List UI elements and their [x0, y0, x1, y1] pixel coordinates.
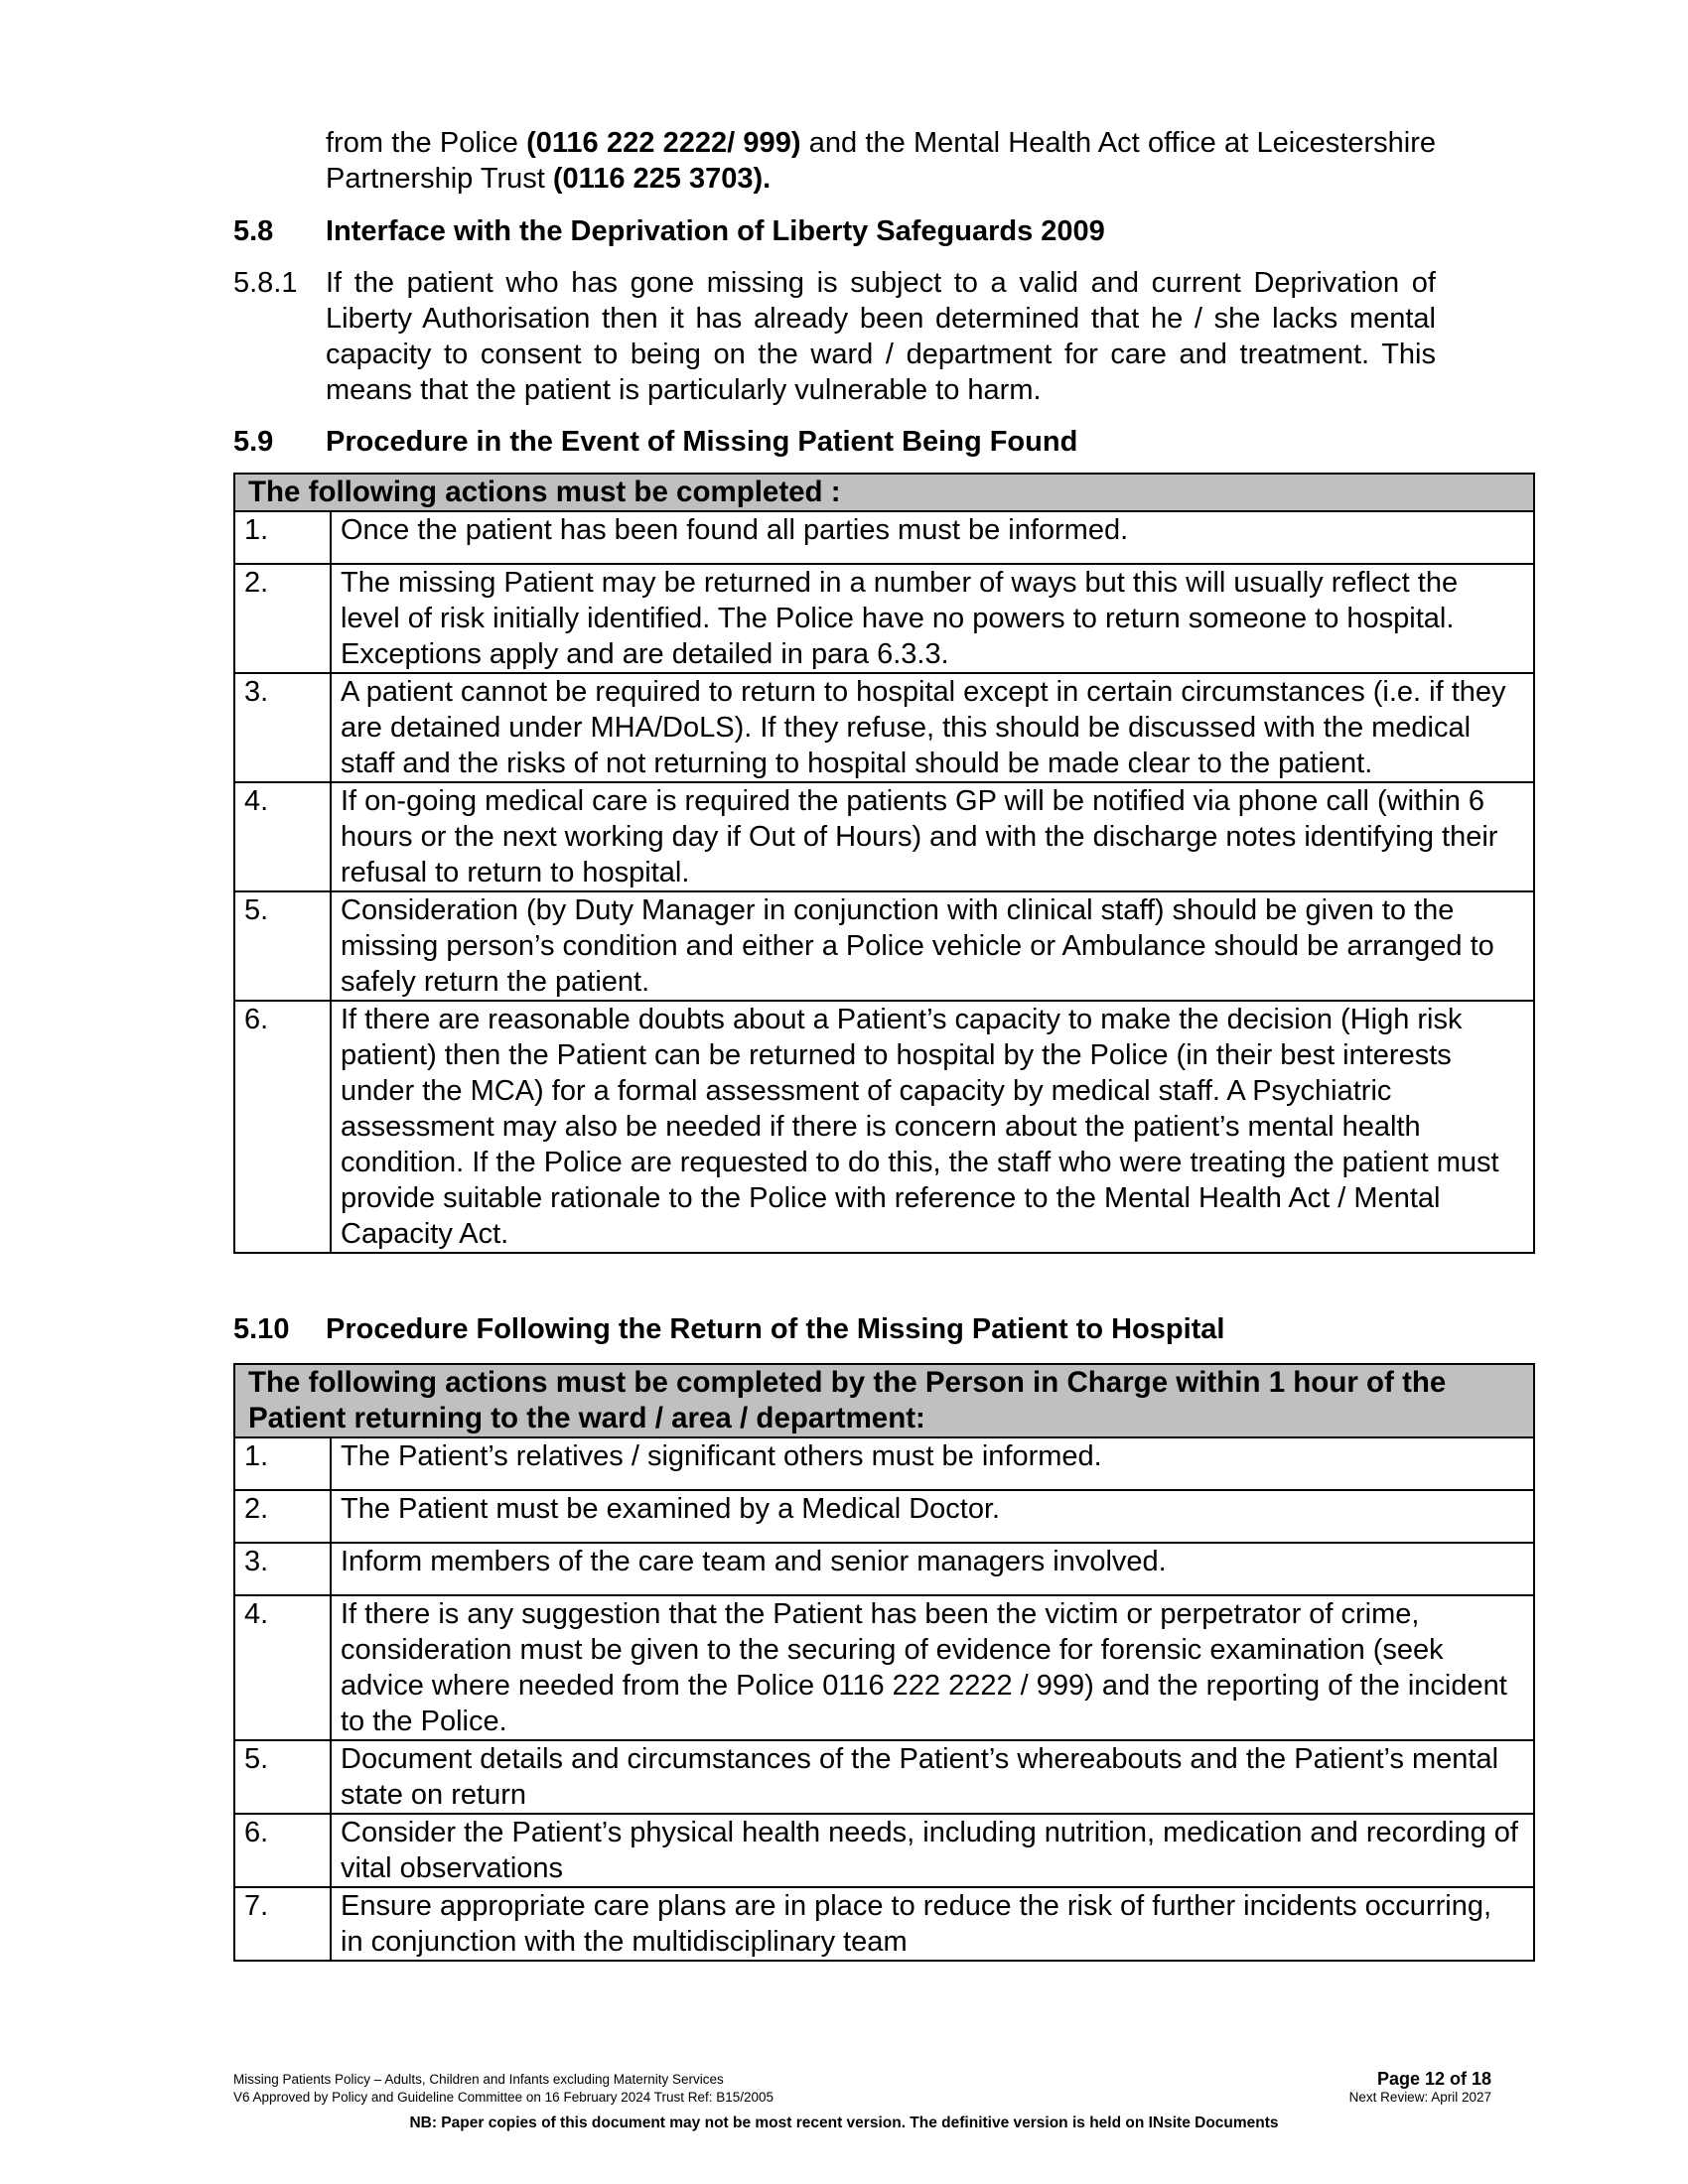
- row-text: Consider the Patient’s physical health needs, including nutrition, medication and recording of vital observations: [331, 1814, 1534, 1887]
- table-row: [234, 782, 1534, 891]
- table-row: [234, 1437, 1534, 1490]
- row-number: 1.: [234, 511, 331, 564]
- table-header: The following actions must be completed by the Person in Charge within 1 hour of the Patient returning to the ward / area / department:: [234, 1364, 1534, 1437]
- table-header-row: [234, 1364, 1534, 1437]
- intro-paragraph: [326, 125, 1436, 197]
- footer-left: [233, 2071, 774, 2107]
- row-text: If on-going medical care is required the patients GP will be notified via phone call (within 6 hours or the next working day if Out of Hours) and with the discharge notes identifying their refusal to return to hospital.: [331, 782, 1534, 891]
- row-number: 6.: [234, 1814, 331, 1887]
- section-5-9-number: 5.9: [233, 426, 274, 458]
- next-review: Next Review: April 2027: [1348, 2090, 1491, 2105]
- table-row: [234, 1543, 1534, 1595]
- footer-right: [1349, 2069, 1491, 2107]
- row-number: 2.: [234, 564, 331, 673]
- table-row: [234, 1740, 1534, 1814]
- row-text: The Patient’s relatives / significant others must be informed.: [331, 1437, 1534, 1490]
- row-text: If there are reasonable doubts about a Patient’s capacity to make the decision (High risk patient) then the Patient can be returned to hospital by the Police (in their best interests under the MCA) for a formal assessment of capacity by medical staff. A Psychiatric assessment may also be needed if there is concern about the patient’s mental health condition. If the Police are requested to do this, the staff who were treating the patient must provide suitable rationale to the Police with reference to the Mental Health Act / Mental Capacity Act.: [331, 1001, 1534, 1253]
- row-text: If there is any suggestion that the Patient has been the victim or perpetrator of crime, consideration must be given to the securing of evidence for forensic examination (seek advice where needed from the Police 0116 222 2222 / 999) and the reporting of the incident to the Police.: [331, 1595, 1534, 1740]
- intro-text-2: and the Mental Health Act office at Leicestershire Partnership Trust: [326, 127, 1436, 195]
- row-number: 2.: [234, 1490, 331, 1543]
- footer-nb-notice: NB: Paper copies of this document may not be most recent version. The definitive version is held on INsite Documents: [409, 2115, 1279, 2131]
- row-text: Ensure appropriate care plans are in place to reduce the risk of further incidents occurring, in conjunction with the multidisciplinary team: [331, 1887, 1534, 1961]
- footer-approval: V6 Approved by Policy and Guideline Committee on 16 February 2024 Trust Ref: B15/2005: [233, 2090, 774, 2105]
- table-header: The following actions must be completed :: [234, 474, 1534, 511]
- row-number: 1.: [234, 1437, 331, 1490]
- subsection-5-8-1-number: 5.8.1: [233, 267, 298, 299]
- section-5-9-title: Procedure in the Event of Missing Patient Being Found: [326, 426, 1078, 458]
- section-5-10-title: Procedure Following the Return of the Missing Patient to Hospital: [326, 1313, 1225, 1345]
- row-text: The Patient must be examined by a Medical Doctor.: [331, 1490, 1534, 1543]
- row-number: 5.: [234, 1740, 331, 1814]
- row-text: Inform members of the care team and senior managers involved.: [331, 1543, 1534, 1595]
- section-5-10-number: 5.10: [233, 1313, 290, 1345]
- section-5-8-title: Interface with the Deprivation of Liberty Safeguards 2009: [326, 215, 1105, 247]
- table-row: [234, 564, 1534, 673]
- table-row: [234, 1001, 1534, 1253]
- row-text: Once the patient has been found all parties must be informed.: [331, 511, 1534, 564]
- table-row: [234, 1595, 1534, 1740]
- police-phone: (0116 222 2222/ 999): [526, 127, 801, 159]
- row-number: 4.: [234, 1595, 331, 1740]
- row-number: 6.: [234, 1001, 331, 1253]
- row-number: 5.: [234, 891, 331, 1001]
- row-text: Document details and circumstances of the Patient’s whereabouts and the Patient’s mental state on return: [331, 1740, 1534, 1814]
- found-actions-table: [233, 473, 1535, 1254]
- row-text: Consideration (by Duty Manager in conjunction with clinical staff) should be given to the missing person’s condition and either a Police vehicle or Ambulance should be arranged to safely return the patient.: [331, 891, 1534, 1001]
- row-number: 4.: [234, 782, 331, 891]
- table-header-row: [234, 474, 1534, 511]
- subsection-5-8-1-text: If the patient who has gone missing is subject to a valid and current Deprivation of Liberty Authorisation then it has already been determined that he / she lacks mental capacity to consent to being on the ward / department for care and treatment. This means that the patient is particularly vulnerable to harm.: [326, 267, 1436, 406]
- section-5-8-number: 5.8: [233, 215, 274, 247]
- table-row: [234, 1814, 1534, 1887]
- table-row: [234, 1887, 1534, 1961]
- table-row: [234, 891, 1534, 1001]
- table-row: [234, 673, 1534, 782]
- table-row: [234, 1490, 1534, 1543]
- intro-text-1: from the Police: [326, 127, 527, 159]
- lpt-phone: (0116 225 3703).: [552, 163, 772, 195]
- row-number: 3.: [234, 673, 331, 782]
- return-actions-table: [233, 1363, 1535, 1962]
- row-number: 3.: [234, 1543, 331, 1595]
- row-text: A patient cannot be required to return to hospital except in certain circumstances (i.e. if they are detained under MHA/DoLS). If they refuse, this should be discussed with the medical staff and the risks of not returning to hospital should be made clear to the patient.: [331, 673, 1534, 782]
- page-number: Page 12 of 18: [1376, 2069, 1491, 2089]
- table-row: [234, 511, 1534, 564]
- row-number: 7.: [234, 1887, 331, 1961]
- row-text: The missing Patient may be returned in a number of ways but this will usually reflect the level of risk initially identified. The Police have no powers to return someone to hospital. Exceptions apply and are detailed in para 6.3.3.: [331, 564, 1534, 673]
- footer-doc-title: Missing Patients Policy – Adults, Children and Infants excluding Maternity Services: [233, 2072, 724, 2087]
